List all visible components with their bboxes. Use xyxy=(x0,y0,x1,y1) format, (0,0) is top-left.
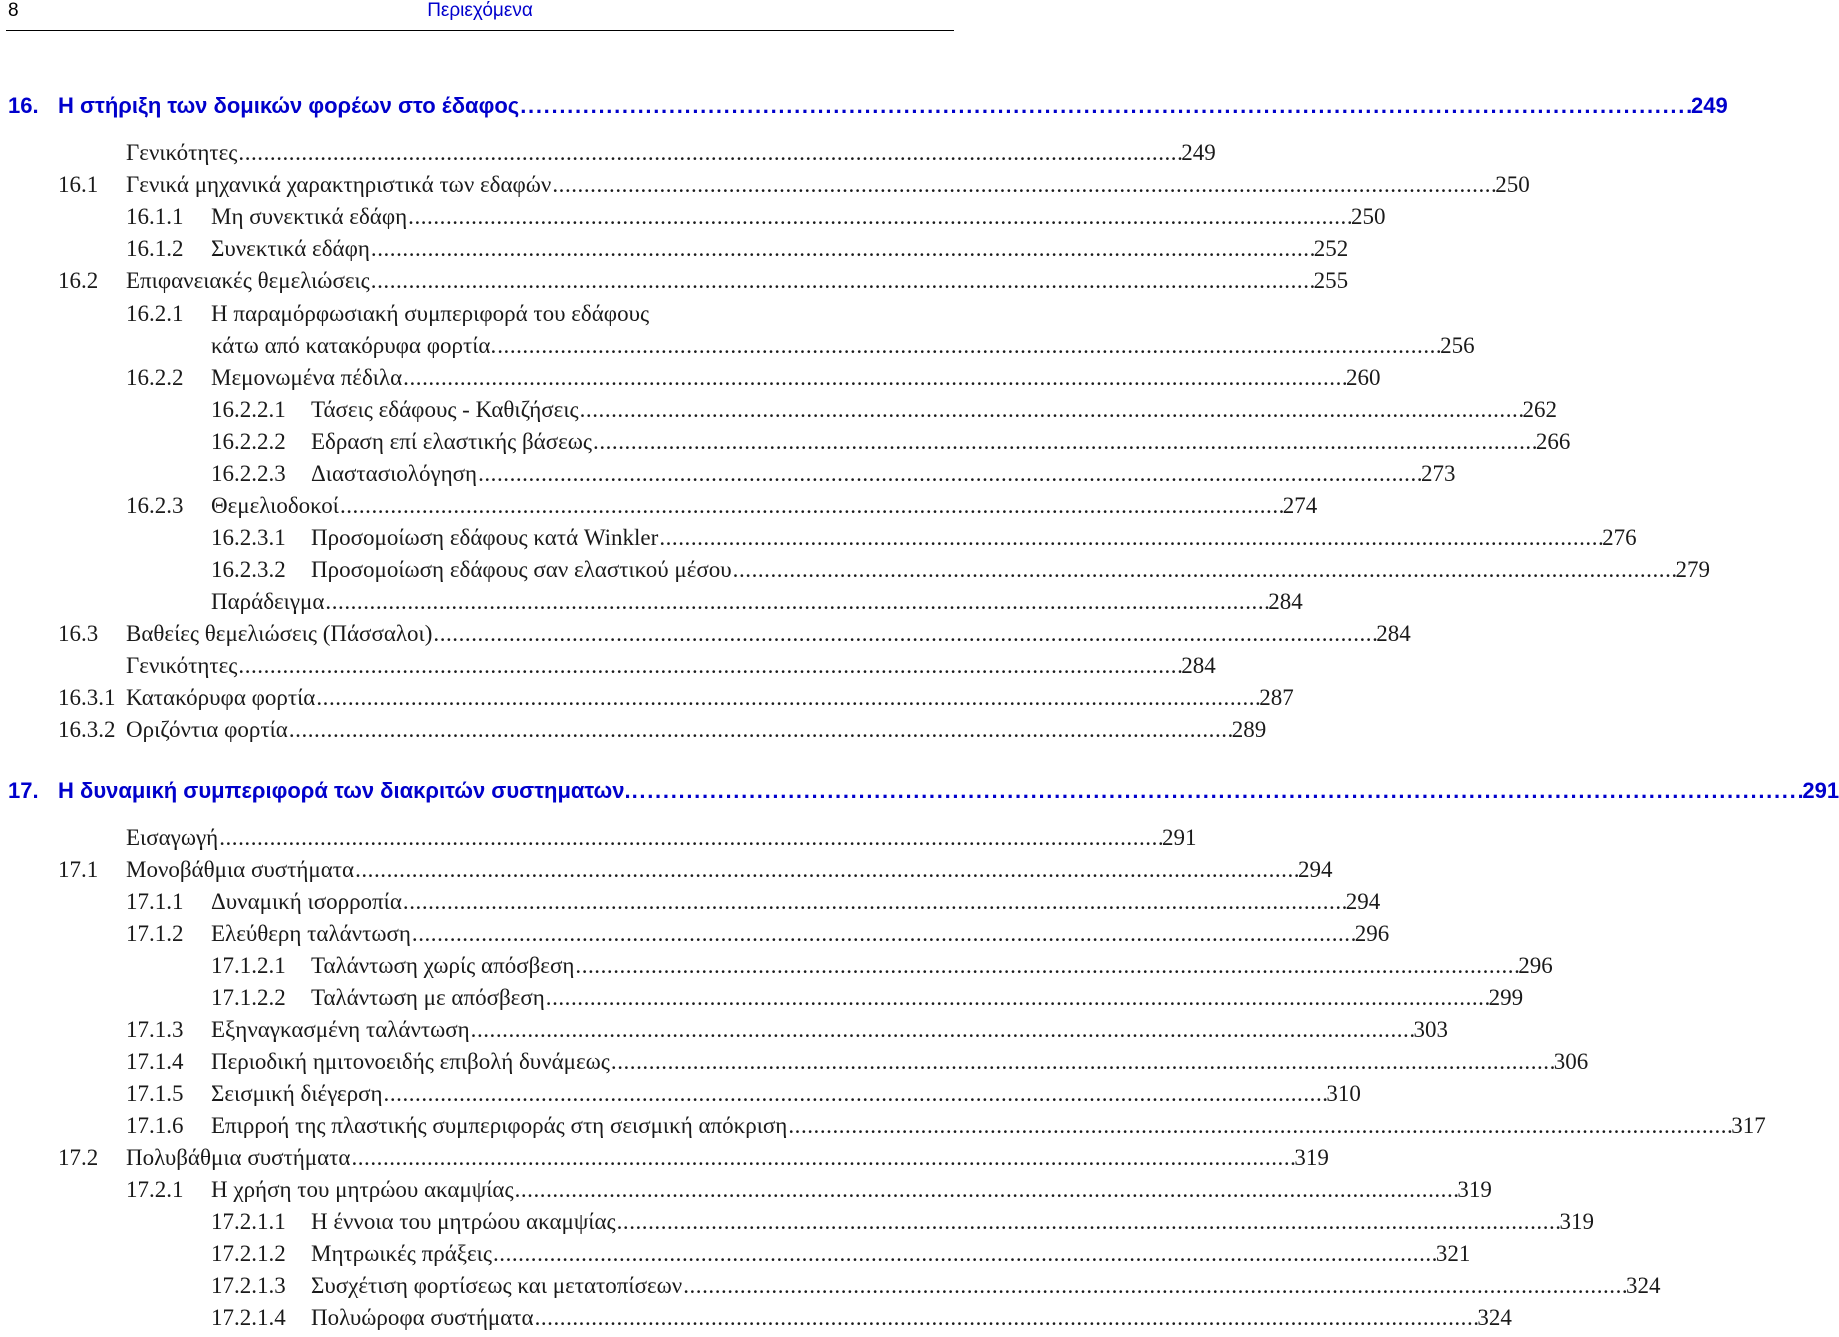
toc-entry-title: Γενικά μηχανικά χαρακτηριστικά των εδαφών xyxy=(126,172,552,197)
toc-entry-number: 16.2 xyxy=(58,268,99,293)
dot-leader xyxy=(733,557,1675,583)
dot-leader xyxy=(611,1049,1553,1075)
toc-entry-title: Μονοβάθμια συστήματα xyxy=(126,857,355,882)
dot-leader xyxy=(546,985,1488,1011)
dot-leader xyxy=(683,1273,1625,1299)
toc-entry-page: 289 xyxy=(1231,717,1267,742)
toc-entry-title: Συσχέτιση φορτίσεως και μετατοπίσεων xyxy=(311,1273,683,1298)
dot-leader xyxy=(632,778,1802,804)
toc-entry-page: 249 xyxy=(1181,140,1216,165)
toc-entry-title: Κατακόρυφα φορτία xyxy=(126,685,316,710)
toc-entry-number: 17.1.3 xyxy=(126,1017,184,1042)
toc-entry-page: 291 xyxy=(1802,778,1839,803)
toc-entry[interactable] xyxy=(58,717,1267,749)
toc-entry[interactable] xyxy=(126,301,950,333)
toc-entry-number: 16.2.2.2 xyxy=(211,429,286,454)
toc-entry-page: 296 xyxy=(1518,953,1553,978)
running-title: Περιεχόμενα xyxy=(427,0,533,21)
toc-entry[interactable] xyxy=(126,365,1381,397)
dot-leader xyxy=(219,825,1161,851)
toc-entry[interactable] xyxy=(126,1113,1766,1145)
toc-entry[interactable] xyxy=(126,236,1349,268)
toc-entry-number: 17.2.1 xyxy=(126,1177,184,1202)
toc-entry-title: Τάσεις εδάφους - Καθιζήσεις xyxy=(311,397,579,422)
toc-entry-number: 17.1.6 xyxy=(126,1113,184,1138)
toc-entry-page: 319 xyxy=(1457,1177,1492,1202)
dot-leader xyxy=(289,717,1231,743)
toc-entry[interactable] xyxy=(211,953,1553,985)
toc-entry-number: 16.3.1 xyxy=(58,685,116,710)
dot-leader xyxy=(659,525,1601,551)
toc-entry-page: 250 xyxy=(1495,172,1530,197)
toc-entry-page: 287 xyxy=(1259,685,1294,710)
toc-entry-page: 284 xyxy=(1181,653,1216,678)
toc-entry-title: Παράδειγμα xyxy=(211,589,325,614)
dot-leader xyxy=(575,953,1517,979)
toc-entry-number: 16.2.3.1 xyxy=(211,525,286,550)
toc-entry-title: Η έννοια του μητρώου ακαμψίας xyxy=(311,1209,616,1234)
dot-leader xyxy=(371,236,1313,262)
toc-entry-number: 16.2.3 xyxy=(126,493,184,518)
toc-entry-title: Προσομοίωση εδάφους κατά Winkler xyxy=(311,525,659,550)
toc-entry-title: Δυναμική ισορροπία xyxy=(211,889,402,914)
toc-entry-number: 17.1.2.2 xyxy=(211,985,286,1010)
toc-entry-number: 17.2.1.1 xyxy=(211,1209,286,1234)
toc-entry[interactable] xyxy=(126,921,1390,953)
toc-entry-number: 17.2.1.3 xyxy=(211,1273,286,1298)
dot-leader xyxy=(351,1145,1293,1171)
toc-entry-number: 16.2.2.3 xyxy=(211,461,286,486)
toc-entry-title: Πολυώροφα συστήματα xyxy=(311,1305,534,1330)
toc-entry-number: 17.1.5 xyxy=(126,1081,184,1106)
toc-entry[interactable] xyxy=(211,1209,1594,1241)
toc-entry-title: Εξηναγκασμένη ταλάντωση xyxy=(211,1017,470,1042)
toc-entry-number: 17.1.4 xyxy=(126,1049,184,1074)
toc-entry-title: Οριζόντια φορτία xyxy=(126,717,288,742)
toc-entry-page: 262 xyxy=(1522,397,1557,422)
toc-entry-number: 16.2.1 xyxy=(126,301,184,326)
dot-leader xyxy=(593,429,1535,455)
toc-entry-number: 16.1 xyxy=(58,172,99,197)
toc-entry-page: 294 xyxy=(1297,857,1333,882)
toc-entry[interactable] xyxy=(211,525,1637,557)
toc-entry-number: 17.1 xyxy=(58,857,99,882)
dot-leader xyxy=(384,1081,1326,1107)
toc-entry-number: 16.1.2 xyxy=(126,236,184,261)
toc-entry-title: Ελεύθερη ταλάντωση xyxy=(211,921,411,946)
page-number: 8 xyxy=(8,0,19,21)
toc-entry[interactable] xyxy=(58,268,1349,300)
toc-entry-title: Συνεκτικά εδάφη xyxy=(211,236,370,261)
toc-entry[interactable] xyxy=(58,685,1294,717)
dot-leader xyxy=(471,1017,1413,1043)
dot-leader xyxy=(371,268,1313,294)
toc-entry-page: 252 xyxy=(1313,236,1349,261)
toc-entry-page: 291 xyxy=(1162,825,1197,850)
toc-entry-title: Γενικότητες xyxy=(126,653,238,678)
toc-entry[interactable] xyxy=(211,429,1571,461)
toc-entry[interactable] xyxy=(126,1081,1361,1113)
toc-entry-number: 17.1.2 xyxy=(126,921,184,946)
toc-entry[interactable] xyxy=(211,1241,1471,1273)
toc-entry-title: Μη συνεκτικά εδάφη xyxy=(211,204,408,229)
toc-entry[interactable] xyxy=(126,493,1318,525)
toc-entry-number: 16.3 xyxy=(58,621,99,646)
toc-entry[interactable] xyxy=(211,589,1303,621)
toc-entry-title: Ταλάντωση με απόσβεση xyxy=(311,985,545,1010)
toc-entry-number: 17.2 xyxy=(58,1145,99,1170)
toc-entry-number: 16.2.2.1 xyxy=(211,397,286,422)
dot-leader xyxy=(617,1209,1559,1235)
toc-entry-title: Θεμελιοδοκοί xyxy=(211,493,339,518)
toc-entry[interactable] xyxy=(126,889,1381,921)
dot-leader xyxy=(515,1177,1457,1203)
toc-entry[interactable] xyxy=(211,397,1557,429)
toc-entry-page: 279 xyxy=(1675,557,1711,582)
dot-leader xyxy=(316,685,1258,711)
dot-leader xyxy=(355,857,1297,883)
toc-entry-title: Η παραμόρφωσιακή συμπεριφορά του εδάφους xyxy=(211,301,650,326)
toc-entry-title: Εδραση επί ελαστικής βάσεως xyxy=(311,429,593,454)
toc-entry-number: 16.3.2 xyxy=(58,717,116,742)
toc-entry-page: 296 xyxy=(1354,921,1390,946)
dot-leader xyxy=(238,140,1180,166)
toc-entry[interactable] xyxy=(126,1177,1492,1209)
toc-entry[interactable] xyxy=(58,140,1216,172)
toc-entry-number: 16. xyxy=(8,93,39,118)
dot-leader xyxy=(408,204,1350,230)
toc-entry-title: Εισαγωγή xyxy=(126,825,219,850)
toc-entry-number: 17.1.1 xyxy=(126,889,184,914)
toc-entry-number: 17.2.1.4 xyxy=(211,1305,286,1330)
toc-entry[interactable] xyxy=(58,1145,1329,1177)
toc-entry-page: 303 xyxy=(1413,1017,1449,1042)
toc-entry[interactable] xyxy=(58,857,1333,889)
toc-entry-title: Η χρήση του μητρώου ακαμψίας xyxy=(211,1177,514,1202)
toc-entry-number: 16.1.1 xyxy=(126,204,184,229)
toc-entry-title: Επιφανειακές θεμελιώσεις xyxy=(126,268,370,293)
page-header xyxy=(0,0,960,30)
dot-leader xyxy=(580,397,1522,423)
toc-entry-title: Η στήριξη των δομικών φορέων στο έδαφος xyxy=(58,93,520,118)
toc-entry-title: Η δυναμική συμπεριφορά των διακριτών συστηματων. xyxy=(58,778,631,803)
toc-entry-page: 310 xyxy=(1326,1081,1361,1106)
toc-entry-page: 299 xyxy=(1488,985,1524,1010)
toc-entry-page: 294 xyxy=(1345,889,1381,914)
dot-leader xyxy=(340,493,1282,519)
dot-leader xyxy=(238,653,1180,679)
toc-entry[interactable] xyxy=(58,825,1197,857)
toc-entry-title: Επιρροή της πλαστικής συμπεριφοράς στη σεισμική απόκριση xyxy=(211,1113,788,1138)
toc-entry-number: 16.2.2 xyxy=(126,365,184,390)
toc-entry-title: Πολυβάθμια συστήματα xyxy=(126,1145,351,1170)
dot-leader xyxy=(520,93,1690,119)
toc-entry[interactable] xyxy=(211,557,1711,589)
toc-entry-page: 274 xyxy=(1282,493,1318,518)
toc-entry-page: 256 xyxy=(1440,333,1475,358)
toc-chapter-entry[interactable] xyxy=(8,93,1728,125)
toc-entry-page: 321 xyxy=(1435,1241,1471,1266)
toc-entry[interactable] xyxy=(211,333,1475,365)
dot-leader xyxy=(497,333,1439,359)
toc-entry-page: 250 xyxy=(1351,204,1386,229)
toc-entry-title: Διαστασιολόγηση xyxy=(311,461,478,486)
toc-entry-title: Μεμονωμένα πέδιλα xyxy=(211,365,403,390)
toc-entry-title: κάτω από κατακόρυφα φορτία. xyxy=(211,333,497,358)
toc-entry-number: 17.2.1.2 xyxy=(211,1241,286,1266)
toc-entry-page: 276 xyxy=(1602,525,1637,550)
dot-leader xyxy=(478,461,1420,487)
dot-leader xyxy=(552,172,1494,198)
toc-entry-title: Ταλάντωση χωρίς απόσβεση xyxy=(311,953,575,978)
toc-entry-page: 306 xyxy=(1553,1049,1589,1074)
toc-entry-page: 260 xyxy=(1346,365,1381,390)
toc-entry-title: Περιοδική ημιτονοειδής επιβολή δυνάμεως xyxy=(211,1049,610,1074)
toc-entry[interactable] xyxy=(58,172,1530,204)
toc-entry-page: 249 xyxy=(1690,93,1728,118)
dot-leader xyxy=(788,1113,1730,1139)
toc-entry[interactable] xyxy=(211,1305,1512,1337)
toc-entry[interactable] xyxy=(211,461,1456,493)
toc-entry-page: 273 xyxy=(1420,461,1456,486)
dot-leader xyxy=(325,589,1267,615)
toc-entry[interactable] xyxy=(58,653,1216,685)
toc-entry-title: Γενικότητες xyxy=(126,140,238,165)
dot-leader xyxy=(412,921,1354,947)
toc-entry-page: 284 xyxy=(1376,621,1411,646)
toc-entry-page: 255 xyxy=(1313,268,1349,293)
toc-entry-number: 17.1.2.1 xyxy=(211,953,286,978)
toc-entry-page: 324 xyxy=(1626,1273,1661,1298)
toc-entry-page: 324 xyxy=(1477,1305,1512,1330)
dot-leader xyxy=(433,621,1375,647)
toc-entry[interactable] xyxy=(126,1017,1449,1049)
toc-entry[interactable] xyxy=(211,985,1524,1017)
toc-entry-page: 317 xyxy=(1731,1113,1766,1138)
toc-entry[interactable] xyxy=(126,204,1386,236)
toc-entry[interactable] xyxy=(126,1049,1589,1081)
toc-entry-title: Προσομοίωση εδάφους σαν ελαστικού μέσου xyxy=(311,557,732,582)
toc-entry-title: Βαθείες θεμελιώσεις (Πάσσαλοι) xyxy=(126,621,433,646)
toc-entry-page: 319 xyxy=(1559,1209,1594,1234)
dot-leader xyxy=(403,365,1345,391)
toc-entry-title: Σεισμική διέγερση xyxy=(211,1081,383,1106)
toc-chapter-entry[interactable] xyxy=(8,778,1839,810)
dot-leader xyxy=(403,889,1345,915)
toc-entry-page: 266 xyxy=(1535,429,1571,454)
dot-leader xyxy=(493,1241,1435,1267)
header-divider xyxy=(6,30,954,31)
toc-entry[interactable] xyxy=(211,1273,1661,1305)
toc-entry-page: 284 xyxy=(1268,589,1303,614)
toc-entry[interactable] xyxy=(58,621,1411,653)
toc-entry-number: 17. xyxy=(8,778,39,803)
dot-leader xyxy=(535,1305,1477,1331)
toc-entry-title: Μητρωικές πράξεις xyxy=(311,1241,492,1266)
toc-entry-page: 319 xyxy=(1294,1145,1329,1170)
toc-entry-number: 16.2.3.2 xyxy=(211,557,286,582)
